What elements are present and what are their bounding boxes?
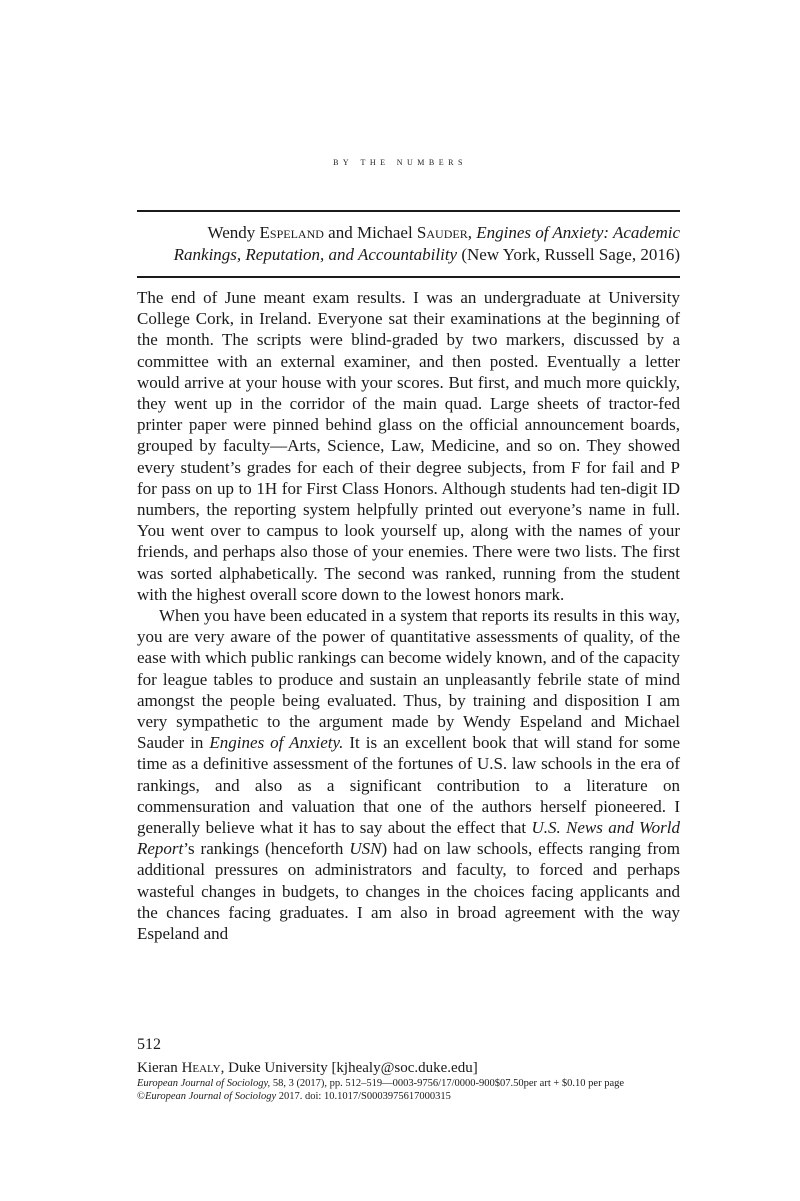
- book-title: Engines of Anxiety: Academic Rankings, Reputation, and Accountability: [173, 223, 680, 264]
- paragraph-2-book-title: Engines of Anxiety.: [209, 733, 344, 753]
- citation-top-rule: [137, 210, 680, 212]
- journal-details: 58, 3 (2017), pp. 512–519—0003-9756/17/0000-900$07.50per art + $0.10 per page: [270, 1078, 625, 1089]
- paragraph-2-part-b: It is an excellent book that will stand for some time as a definitive assessment of the fortunes of U.S. law schools in the era of rankings, and also as a significant contribution to a literature on commensuration and valuation that one of the authors herself pioneered. I generally believe what it has to say about the effect that: [137, 733, 680, 838]
- paragraph-2-part-d: ) had on law schools, effects ranging from additional pressures on administrators and faculty, to forced and perhaps wasteful changes in budgets, to changes in the choices facing applicants and the chances facing graduates. I am also in broad agreement with the way Espeland and: [137, 839, 680, 944]
- author-line: [137, 1060, 478, 1077]
- book-publisher: (New York, Russell Sage, 2016): [457, 245, 680, 264]
- paragraph-2: [137, 605, 680, 944]
- book-citation: [137, 222, 680, 266]
- citation-separator: ,: [467, 223, 477, 242]
- copyright-line: [137, 1090, 697, 1103]
- author-first: Kieran: [137, 1060, 182, 1076]
- paragraph-2-part-a: When you have been educated in a system that reports its results in this way, you are very aware of the power of quantitative assessments of quality, of the ease with which public rankings can become widely known, and of the capacity for league tables to produce and sustain an unpleasantly febrile state of mind amongst the people being evaluated. Thus, by training and disposition I am very sympathetic to the argument made by Wendy Espeland and Michael Sauder in: [137, 606, 680, 753]
- author-affiliation: , Duke University [kjhealy@soc.duke.edu]: [220, 1060, 478, 1076]
- journal-info: [137, 1077, 697, 1090]
- author-last: Healy: [181, 1060, 221, 1076]
- author1-last: Espeland: [259, 223, 324, 242]
- copyright-symbol: ©: [137, 1091, 145, 1102]
- citation-connector: and Michael: [323, 223, 417, 242]
- article-body: [137, 287, 680, 944]
- author1-first: Wendy: [207, 223, 260, 242]
- paragraph-1: The end of June meant exam results. I was an undergraduate at University College Cork, in Ireland. Everyone sat their examinations at the beginning of the month. The scripts were blind-graded by two markers, discussed by a committee with an external examiner, and then posted. Eventually a letter would arrive at your house with your scores. But first, and much more quickly, they went up in the corridor of the main quad. Large sheets of tractor-fed printer paper were pinned behind glass on the official announcement boards, grouped by faculty—Arts, Science, Law, Medicine, and so on. They showed every student’s grades for each of their degree subjects, from F for fail and P for pass on up to 1H for First Class Honors. Although students had ten-digit ID numbers, the reporting system helpfully printed out everyone’s name in full. You went over to campus to look yourself up, along with the names of your friends, and perhaps also those of your enemies. There were two lists. The first was sorted alphabetically. The second was ranked, running from the student with the highest overall score down to the lowest honors mark.: [137, 288, 680, 604]
- paragraph-2-publication: U.S. News and World Report: [137, 818, 680, 859]
- copyright-details: 2017. doi: 10.1017/S0003975617000315: [276, 1091, 451, 1102]
- paragraph-2-part-c: ’s rankings (henceforth: [183, 839, 350, 859]
- author2-last: Sauder: [416, 223, 468, 242]
- citation-bottom-rule: [137, 276, 680, 278]
- running-head: by the numbers: [333, 156, 467, 168]
- copyright-journal: European Journal of Sociology: [144, 1091, 277, 1102]
- paragraph-2-abbreviation: USN: [349, 839, 382, 859]
- page-number: 512: [137, 1036, 161, 1053]
- journal-name: European Journal of Sociology,: [137, 1078, 271, 1089]
